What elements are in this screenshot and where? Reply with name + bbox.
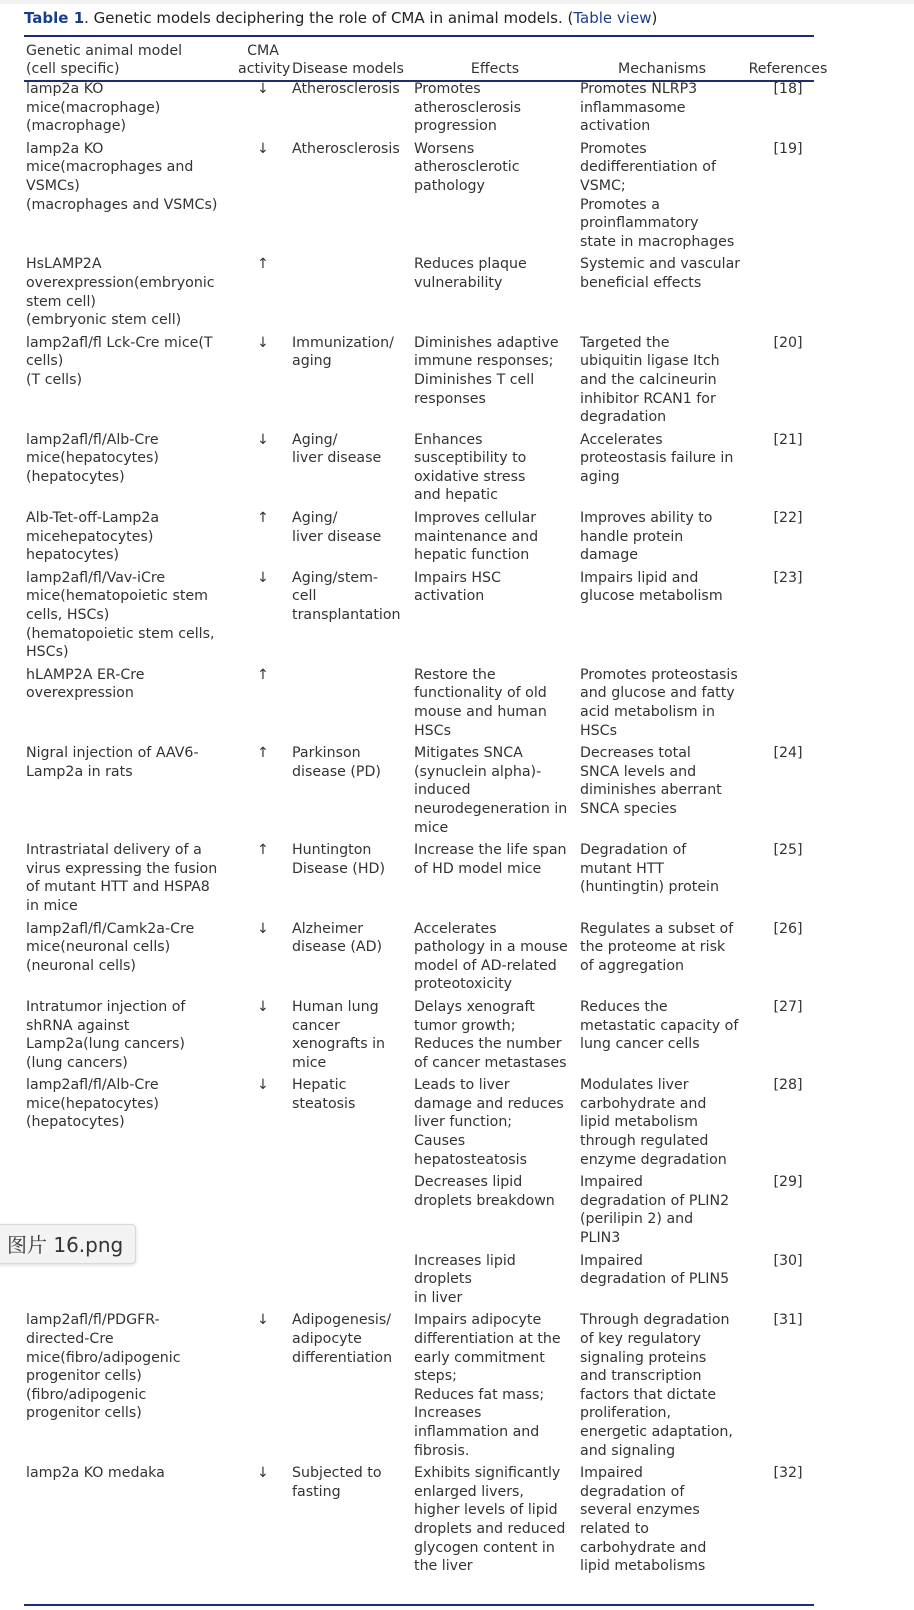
- cell-genetic-model: lamp2afl/fl Lck-Cre mice(T cells) (T cells): [26, 334, 213, 388]
- cell-mechanisms: Degradation of mutant HTT (huntingtin) protein: [580, 842, 719, 896]
- cell-cma-activity: ↓: [257, 1465, 269, 1482]
- cell-cma-activity: ↓: [257, 140, 269, 157]
- cell-cma-activity: ↑: [257, 510, 269, 527]
- cell-disease-model: Adipogenesis/ adipocyte differentiation: [292, 1312, 393, 1366]
- table-row: [24, 508, 830, 568]
- table-top-rule: [24, 35, 814, 37]
- cell-mechanisms: Impaired degradation of PLIN2 (perilipin 2) and PLIN3: [580, 1174, 730, 1247]
- table-row: [24, 1251, 830, 1311]
- cell-genetic-model: Alb-Tet-off-Lamp2a micehepatocytes) hepatocytes): [26, 510, 160, 564]
- cell-disease-model: Aging/stem- cell transplantation: [292, 569, 401, 624]
- cell-effects: Impairs HSC activation: [414, 569, 501, 605]
- cell-reference: [25]: [773, 842, 803, 859]
- cell-mechanisms: Impairs lipid and glucose metabolism: [580, 569, 723, 605]
- cell-effects: Delays xenograft tumor growth; Reduces the number of cancer metastases: [414, 998, 567, 1071]
- cell-mechanisms: Systemic and vascular beneficial effects: [580, 256, 741, 291]
- cell-reference: [746, 254, 830, 332]
- cell-effects: Mitigates SNCA (synuclein alpha)- induced neurodegeneration in mice: [414, 745, 568, 836]
- cell-mechanisms: Impaired degradation of PLIN5: [580, 1252, 730, 1288]
- table-row: [24, 743, 830, 840]
- cell-mechanisms: Promotes proteostasis and glucose and fatty acid metabolism in HSCs: [580, 666, 738, 739]
- cell-genetic-model: lamp2afl/fl/Alb-Cre mice(hepatocytes) (hepatocytes): [26, 1077, 159, 1131]
- cell-reference: [29]: [773, 1174, 803, 1191]
- cell-cma-activity: ↓: [257, 1312, 269, 1329]
- cell-effects: Worsens atherosclerotic pathology: [414, 140, 520, 194]
- table-row: [24, 1310, 830, 1463]
- cell-reference: [28]: [773, 1077, 803, 1094]
- cell-mechanisms: Impaired degradation of several enzymes related to carbohydrate and lipid metabolisms: [580, 1465, 707, 1575]
- cell-mechanisms: Decreases total SNCA levels and diminishes aberrant SNCA species: [580, 745, 722, 817]
- cell-reference: [19]: [773, 140, 803, 157]
- cell-mechanisms: Targeted the ubiquitin ligase Itch and the calcineurin inhibitor RCAN1 for degradation: [580, 334, 720, 426]
- table-row: [24, 1075, 830, 1172]
- cell-cma-activity: ↓: [257, 998, 269, 1015]
- cell-disease-model: Atherosclerosis: [292, 81, 400, 97]
- cell-effects: Diminishes adaptive immune responses; Diminishes T cell responses: [414, 334, 559, 407]
- image-filename-tag: 图片 16.png: [0, 1224, 136, 1264]
- cell-disease-model: Immunization/ aging: [292, 334, 394, 370]
- cell-mechanisms: Modulates liver carbohydrate and lipid metabolism through regulated enzyme degradation: [580, 1077, 727, 1168]
- cell-genetic-model: lamp2a KO medaka: [26, 1465, 165, 1482]
- cell-mechanisms: Through degradation of key regulatory signaling proteins and transcription factors that dictate proliferation, energetic adaptation, and signaling: [580, 1312, 733, 1459]
- cell-disease-model: [290, 1251, 412, 1311]
- cell-disease-model: Aging/ liver disease: [292, 510, 382, 545]
- cell-genetic-model: lamp2afl/fl/Alb-Cre mice(hepatocytes) (hepatocytes): [26, 431, 159, 485]
- cell-mechanisms: Promotes NLRP3 inflammasome activation: [580, 81, 698, 135]
- cell-genetic-model: HsLAMP2A overexpression(embryonic stem cell) (embryonic stem cell): [26, 256, 215, 329]
- cell-disease-model: [290, 254, 412, 332]
- cell-effects: Impairs adipocyte differentiation at the early commitment steps; Reduces fat mass; Increases inflammation and fibrosis.: [414, 1312, 561, 1459]
- top-bar: [0, 0, 914, 4]
- cell-cma-activity: ↓: [257, 334, 269, 351]
- cell-reference: [32]: [773, 1465, 803, 1482]
- cell-genetic-model: lamp2a KO mice(macrophage) (macrophage): [26, 81, 161, 135]
- caption-close: ): [651, 9, 658, 27]
- table-row: [24, 568, 830, 665]
- table-row: [24, 1172, 830, 1250]
- cell-cma-activity: [236, 1251, 290, 1311]
- cell-effects: Enhances susceptibility to oxidative stress and hepatic: [414, 431, 527, 504]
- cell-disease-model: Aging/ liver disease: [292, 431, 382, 467]
- table-header-row: [24, 41, 830, 79]
- cell-disease-model: Parkinson disease (PD): [292, 745, 381, 780]
- table-row: [24, 665, 830, 743]
- cell-genetic-model: Intrastriatal delivery of a virus expressing the fusion of mutant HTT and HSPA8 in mice: [26, 842, 218, 914]
- cell-disease-model: Hepatic steatosis: [292, 1077, 356, 1112]
- cell-reference: [18]: [773, 81, 803, 97]
- header-references: References: [748, 61, 828, 78]
- cell-genetic-model: Intratumor injection of shRNA against Lamp2a(lung cancers) (lung cancers): [26, 998, 186, 1071]
- cell-disease-model: Huntington Disease (HD): [292, 842, 385, 877]
- cell-cma-activity: ↑: [257, 256, 269, 273]
- table-row: [24, 333, 830, 430]
- header-effects: Effects: [470, 61, 520, 78]
- cell-disease-model: [290, 665, 412, 743]
- table-row: [24, 430, 830, 508]
- cell-cma-activity: ↑: [257, 666, 269, 683]
- cell-disease-model: Alzheimer disease (AD): [292, 920, 383, 956]
- table-row: [24, 919, 830, 997]
- cell-effects: Accelerates pathology in a mouse model of AD-related proteotoxicity: [414, 920, 568, 993]
- cell-effects: Exhibits significantly enlarged livers, higher levels of lipid droplets and reduced glycogen content in the liver: [414, 1465, 566, 1575]
- cell-reference: [31]: [773, 1312, 803, 1329]
- caption-text: . Genetic models deciphering the role of CMA in animal models. (: [84, 9, 574, 27]
- table-row: [24, 1463, 830, 1579]
- cell-effects: Decreases lipid droplets breakdown: [414, 1174, 555, 1209]
- cell-disease-model: Human lung cancer xenografts in mice: [292, 998, 386, 1071]
- cell-disease-model: Subjected to fasting: [292, 1465, 382, 1500]
- cell-effects: Promotes atherosclerosis progression: [414, 81, 521, 135]
- table-row: [24, 840, 830, 918]
- cell-reference: [23]: [773, 569, 803, 586]
- cell-mechanisms: Accelerates proteostasis failure in aging: [580, 431, 734, 485]
- header-disease-models: Disease models: [292, 61, 404, 78]
- cell-mechanisms: Promotes dedifferentiation of VSMC; Promotes a proinflammatory state in macrophages: [580, 140, 735, 250]
- table-bottom-rule: [24, 1604, 814, 1606]
- cell-genetic-model: lamp2a KO mice(macrophages and VSMCs) (macrophages and VSMCs): [26, 140, 218, 213]
- cell-reference: [30]: [773, 1252, 803, 1269]
- cell-reference: [24]: [773, 745, 803, 762]
- cell-cma-activity: ↓: [257, 431, 269, 448]
- table-row: [24, 139, 830, 255]
- cell-genetic-model: lamp2afl/fl/PDGFR- directed-Cre mice(fibro/adipogenic progenitor cells) (fibro/adipogenic progenitor cells): [26, 1312, 181, 1422]
- cell-effects: Increases lipid droplets in liver: [414, 1252, 516, 1306]
- header-cma-activity: CMA activity: [238, 42, 291, 78]
- cell-reference: [746, 665, 830, 743]
- cell-mechanisms: Regulates a subset of the proteome at risk of aggregation: [580, 920, 734, 974]
- cell-mechanisms: Improves ability to handle protein damage: [580, 510, 713, 564]
- cell-reference: [21]: [773, 431, 803, 448]
- cell-cma-activity: [236, 1172, 290, 1250]
- cell-cma-activity: ↑: [257, 745, 269, 762]
- table-row: [24, 997, 830, 1075]
- cell-genetic-model: lamp2afl/fl/Vav-iCre mice(hematopoietic stem cells, HSCs) (hematopoietic stem cells, HSCs): [26, 569, 215, 661]
- table-row: [24, 254, 830, 332]
- cell-effects: Reduces plaque vulnerability: [414, 256, 527, 291]
- cell-cma-activity: ↓: [257, 920, 269, 937]
- cell-disease-model: Atherosclerosis: [292, 140, 400, 157]
- cell-reference: [26]: [773, 920, 803, 937]
- cell-genetic-model: lamp2afl/fl/Camk2a-Cre mice(neuronal cells) (neuronal cells): [26, 920, 195, 974]
- cell-reference: [20]: [773, 334, 803, 351]
- cell-cma-activity: ↓: [257, 1077, 269, 1094]
- cell-mechanisms: Reduces the metastatic capacity of lung cancer cells: [580, 998, 739, 1053]
- cell-cma-activity: ↓: [257, 81, 269, 97]
- cell-disease-model: [290, 1172, 412, 1250]
- table-view-link[interactable]: Table view: [573, 9, 652, 27]
- cell-cma-activity: ↑: [257, 842, 269, 859]
- cell-cma-activity: ↓: [257, 569, 269, 586]
- genetic-models-table: [24, 41, 830, 1579]
- header-mechanisms: Mechanisms: [618, 61, 706, 78]
- cell-effects: Restore the functionality of old mouse and human HSCs: [414, 666, 547, 739]
- cell-effects: Leads to liver damage and reduces liver function; Causes hepatosteatosis: [414, 1077, 564, 1168]
- cell-genetic-model: hLAMP2A ER-Cre overexpression: [26, 666, 145, 702]
- table-caption: [24, 9, 884, 27]
- cell-reference: [22]: [773, 510, 803, 527]
- header-genetic-model: Genetic animal model (cell specific): [26, 42, 183, 78]
- cell-genetic-model: Nigral injection of AAV6- Lamp2a in rats: [26, 745, 199, 780]
- cell-effects: Increase the life span of HD model mice: [414, 842, 567, 877]
- table-row: [24, 79, 830, 139]
- table-label: Table 1: [24, 9, 85, 27]
- cell-effects: Improves cellular maintenance and hepatic function: [414, 510, 539, 564]
- cell-reference: [27]: [773, 998, 803, 1015]
